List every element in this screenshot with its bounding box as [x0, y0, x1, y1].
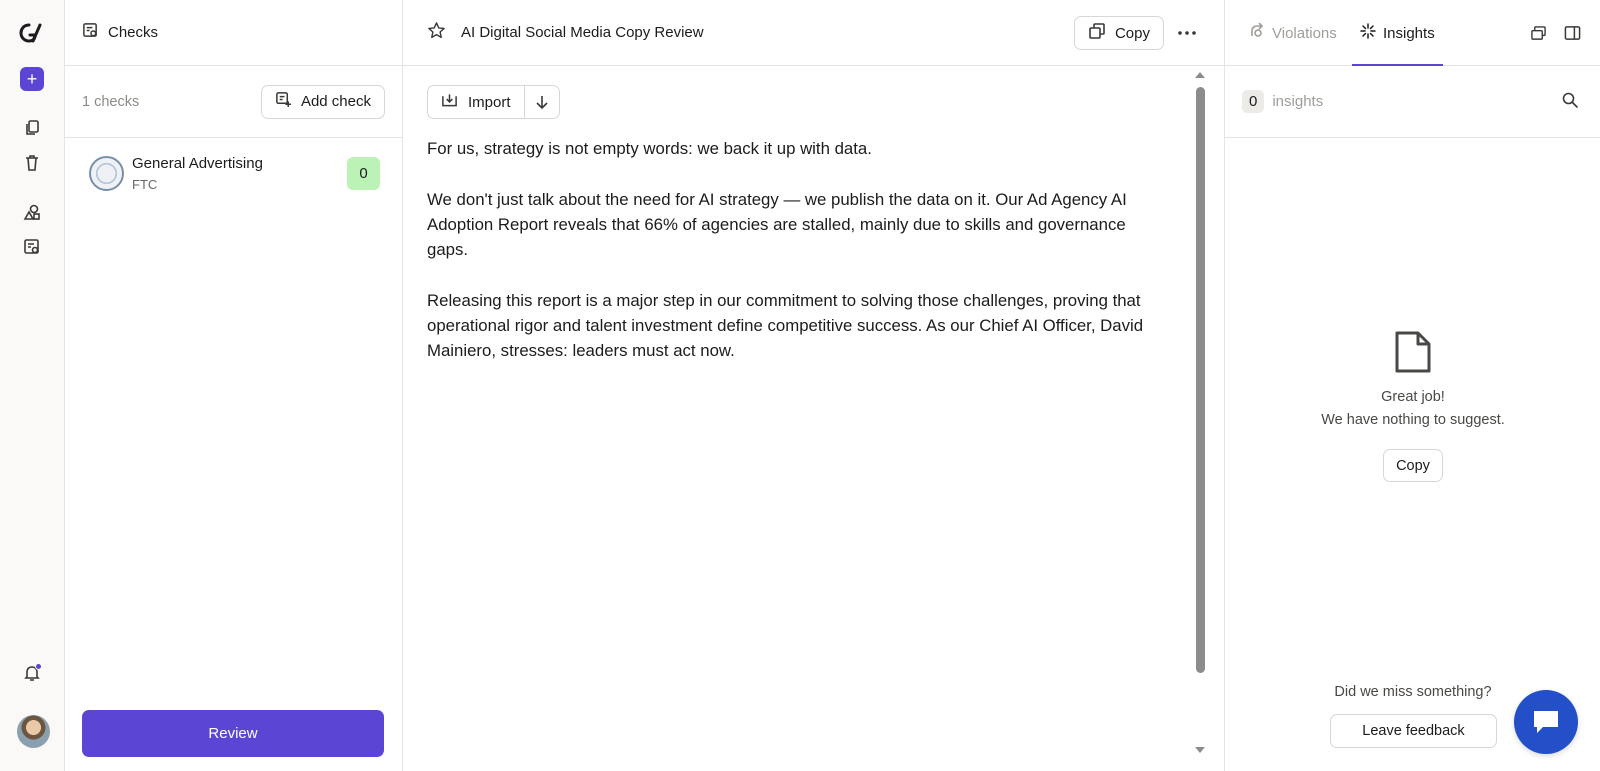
- search-icon[interactable]: [1561, 91, 1583, 113]
- tab-insights[interactable]: [1352, 0, 1443, 66]
- document-body[interactable]: [427, 136, 1157, 389]
- scroll-down-arrow-icon[interactable]: [1195, 747, 1205, 753]
- toggle-panel-icon[interactable]: [1561, 22, 1583, 44]
- scroll-up-arrow-icon[interactable]: [1195, 72, 1205, 78]
- review-button[interactable]: Review: [82, 710, 384, 757]
- import-icon: [441, 92, 458, 112]
- checks-header: [65, 0, 402, 66]
- check-source: FTC: [132, 177, 158, 192]
- import-dropdown-arrow-icon[interactable]: [525, 86, 559, 118]
- tab-violations[interactable]: [1249, 0, 1337, 66]
- copy-button[interactable]: [1074, 16, 1164, 50]
- empty-copy-button[interactable]: Copy: [1383, 449, 1443, 482]
- checks-toolbar: [65, 66, 402, 138]
- check-item[interactable]: [89, 153, 379, 197]
- insights-label: insights: [1272, 93, 1324, 110]
- leave-feedback-button[interactable]: Leave feedback: [1330, 714, 1497, 748]
- insights-count: 0: [1242, 90, 1264, 113]
- scrollbar[interactable]: [1193, 70, 1207, 771]
- missed-something-text: Did we miss something?: [1334, 684, 1492, 700]
- check-count-badge: 0: [347, 157, 380, 190]
- checks-count: 1 checks: [82, 93, 140, 110]
- tab-violations-label: Violations: [1272, 24, 1337, 42]
- more-options-icon[interactable]: [1176, 22, 1198, 44]
- document-title: AI Digital Social Media Copy Review: [461, 24, 704, 41]
- editor-header: [403, 0, 1224, 66]
- documents-icon[interactable]: [21, 117, 43, 139]
- avatar[interactable]: [17, 715, 50, 748]
- add-check-button[interactable]: [261, 85, 385, 119]
- empty-state: [1225, 330, 1600, 482]
- copy-icon: [1088, 22, 1106, 44]
- checks-title: Checks: [108, 24, 159, 41]
- scrollbar-thumb[interactable]: [1196, 87, 1205, 673]
- check-name: General Advertising: [132, 155, 263, 172]
- paragraph: For us, strategy is not empty words: we back it up with data.: [427, 139, 872, 158]
- insights-toolbar: [1225, 66, 1600, 138]
- star-icon[interactable]: [427, 21, 446, 45]
- import-button-group: [427, 85, 560, 119]
- add-check-label: Add check: [300, 93, 371, 110]
- checks-icon: [82, 22, 99, 43]
- copy-label: Copy: [1114, 24, 1150, 42]
- left-rail: [0, 0, 65, 771]
- paragraph: Releasing this report is a major step in our commitment to solving those challenges, proving that operational rigor and talent investment define competitive success. As our Chief AI Officer, David Mainiero, stresses: leaders must act now.: [427, 290, 1144, 361]
- import-button[interactable]: [428, 86, 525, 118]
- empty-subtitle: We have nothing to suggest.: [1321, 412, 1505, 428]
- new-item-plus-icon[interactable]: +: [20, 67, 44, 91]
- notification-dot: [35, 663, 42, 670]
- insights-header: [1225, 0, 1600, 66]
- add-check-icon: [275, 91, 292, 112]
- file-icon: [1394, 330, 1432, 379]
- editor-panel: [403, 0, 1224, 771]
- ftc-seal-icon: [89, 156, 124, 191]
- empty-title: Great job!: [1381, 389, 1445, 405]
- chat-bubble-icon[interactable]: [1514, 690, 1578, 754]
- popout-icon[interactable]: [1527, 22, 1549, 44]
- checks-panel: [65, 0, 403, 771]
- logo-icon[interactable]: [19, 21, 45, 45]
- import-label: Import: [468, 93, 511, 111]
- paragraph: We don't just talk about the need for AI strategy — we publish the data on it. Our Ad Agency AI Adoption Report reveals that 66% of agencies are stalled, mainly due to skills and governance gaps.: [427, 189, 1127, 260]
- bell-icon[interactable]: [21, 662, 43, 684]
- checks-icon[interactable]: [21, 236, 43, 258]
- sparkle-icon: [1360, 23, 1376, 43]
- trash-icon[interactable]: [21, 152, 43, 174]
- insights-panel: [1224, 0, 1600, 771]
- violations-icon: [1249, 23, 1265, 43]
- shapes-icon[interactable]: [21, 201, 43, 223]
- tab-insights-label: Insights: [1383, 24, 1435, 42]
